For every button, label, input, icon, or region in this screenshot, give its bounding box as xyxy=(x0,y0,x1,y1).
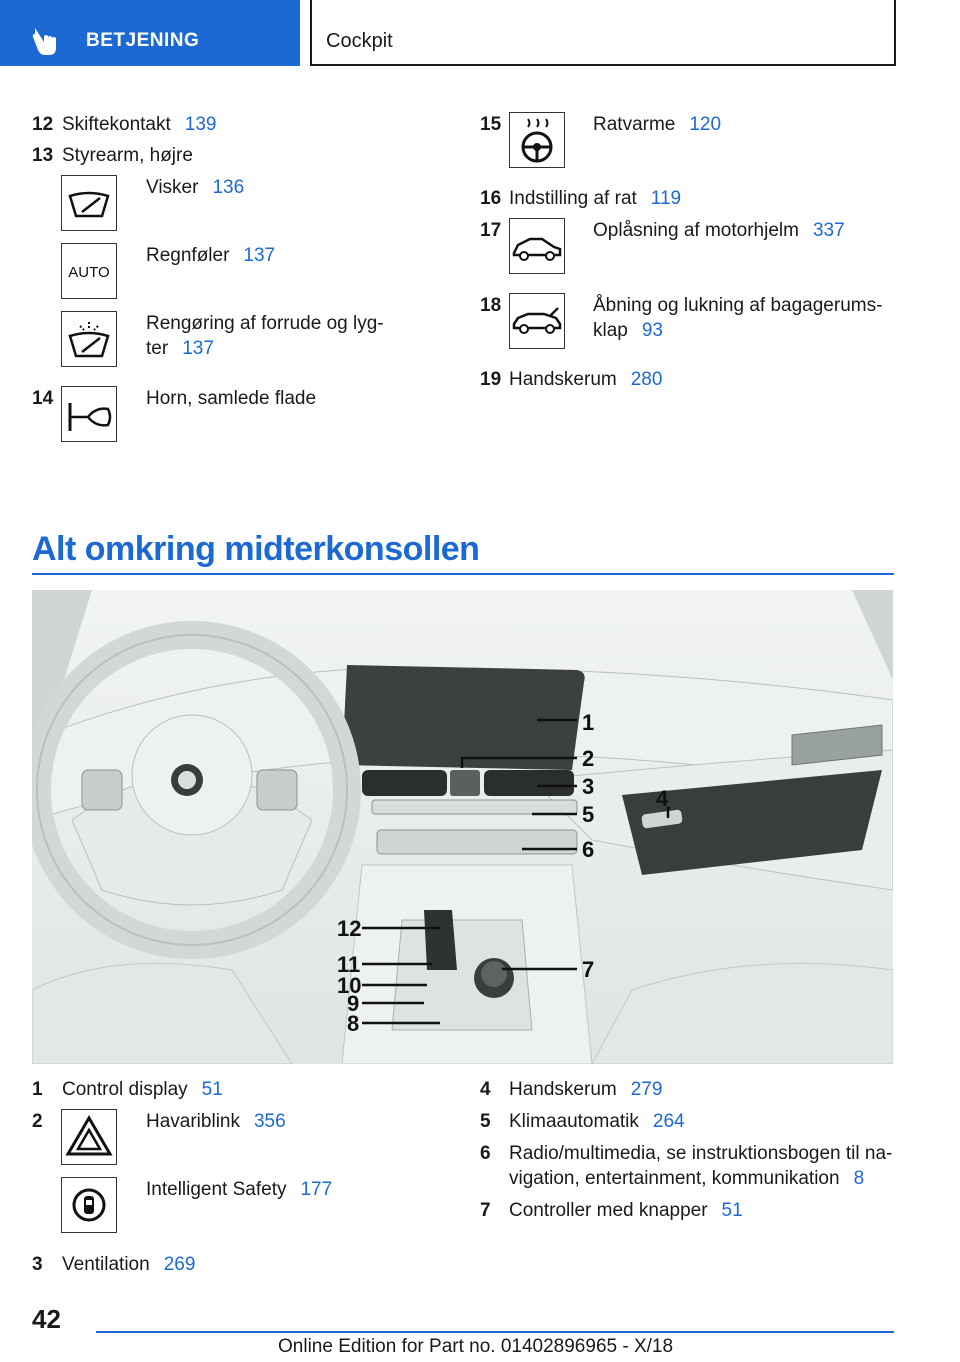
item-number: 19 xyxy=(480,369,502,390)
page-link[interactable]: 177 xyxy=(300,1179,333,1200)
list-item xyxy=(593,112,721,137)
section-divider xyxy=(32,573,894,575)
item-number: 12 xyxy=(32,114,54,135)
item-number: 18 xyxy=(480,295,502,316)
item-label: Ratvarme xyxy=(593,114,676,135)
item-label: Ventilation xyxy=(62,1254,150,1275)
callout-1: 1 xyxy=(582,710,595,735)
page-link[interactable]: 356 xyxy=(253,1111,286,1132)
item-number: 3 xyxy=(32,1254,43,1275)
callout-7: 7 xyxy=(582,957,595,982)
list-item xyxy=(146,175,244,200)
callout-10: 10 xyxy=(337,973,362,998)
page-link[interactable]: 120 xyxy=(689,114,722,135)
wiper-icon xyxy=(61,175,117,231)
callout-9: 9 xyxy=(347,991,360,1016)
steering-heat-icon xyxy=(509,112,565,168)
item-number: 14 xyxy=(32,388,54,409)
item-label: Horn, samlede flade xyxy=(146,388,317,409)
auto-icon xyxy=(61,243,117,299)
item-label: Intelligent Safety xyxy=(146,1179,287,1200)
callout-5: 5 xyxy=(582,802,595,827)
list-item xyxy=(509,367,662,392)
page-link[interactable]: 280 xyxy=(630,369,663,390)
item-number: 13 xyxy=(32,145,54,166)
page-link[interactable]: 264 xyxy=(652,1111,685,1132)
item-label: Visker xyxy=(146,177,199,198)
list-item xyxy=(62,1252,195,1277)
item-label: Skiftekontakt xyxy=(62,114,171,135)
page-link[interactable]: 51 xyxy=(201,1079,223,1100)
item-label-cont: vigation, entertainment, kommunikation xyxy=(509,1168,840,1189)
list-item xyxy=(509,1109,685,1134)
intelligent-safety-icon xyxy=(61,1177,117,1233)
washer-icon xyxy=(61,311,117,367)
chapter-label: Cockpit xyxy=(326,30,393,52)
callout-12: 12 xyxy=(337,916,362,941)
page-link[interactable]: 8 xyxy=(853,1168,865,1189)
horn-icon xyxy=(61,386,117,442)
item-label: Indstilling af rat xyxy=(509,188,637,209)
item-number: 15 xyxy=(480,114,502,135)
page-link[interactable]: 119 xyxy=(650,188,682,209)
list-item xyxy=(146,243,275,268)
trunk-icon xyxy=(509,293,565,349)
page-link[interactable]: 269 xyxy=(163,1254,196,1275)
list-item xyxy=(146,1177,332,1202)
item-label: Controller med knapper xyxy=(509,1200,708,1221)
item-label: Regnføler xyxy=(146,245,230,266)
item-label: Rengøring af forrude og lyg- xyxy=(146,313,384,334)
auto-icon-text: AUTO xyxy=(68,264,110,281)
section-tab[interactable] xyxy=(0,0,300,66)
list-item xyxy=(509,1198,743,1223)
item-number: 2 xyxy=(32,1111,43,1132)
page-link[interactable]: 337 xyxy=(812,220,845,241)
list-item xyxy=(146,311,384,361)
page-link[interactable]: 137 xyxy=(182,338,214,359)
hood-icon xyxy=(509,218,565,274)
list-item xyxy=(593,293,882,343)
item-number: 1 xyxy=(32,1079,43,1100)
item-number: 7 xyxy=(480,1200,491,1221)
item-label: Åbning og lukning af bagagerums- xyxy=(593,295,883,316)
hazard-icon xyxy=(61,1109,117,1165)
list-item xyxy=(593,218,845,243)
item-label: Oplåsning af motorhjelm xyxy=(593,220,799,241)
callout-3: 3 xyxy=(582,774,595,799)
list-item xyxy=(62,1077,223,1102)
list-item xyxy=(509,1077,662,1102)
item-label: Klimaautomatik xyxy=(509,1111,639,1132)
section-title: Alt omkring midterkonsollen xyxy=(32,530,480,568)
callout-2: 2 xyxy=(582,746,595,771)
footer-divider xyxy=(96,1331,894,1333)
item-label: Handskerum xyxy=(509,369,617,390)
item-label-cont: klap xyxy=(593,320,628,341)
pointing-hand-icon xyxy=(30,24,68,58)
item-number: 5 xyxy=(480,1111,491,1132)
item-label: Radio/multimedia, se instruktionsbogen til na- xyxy=(509,1143,893,1164)
item-number: 17 xyxy=(480,220,502,241)
page-link[interactable]: 51 xyxy=(721,1200,743,1221)
list-item xyxy=(62,143,193,168)
edition-footer: Online Edition for Part no. 01402896965 - X/18 xyxy=(278,1336,674,1357)
list-item xyxy=(146,1109,286,1134)
page-link[interactable]: 136 xyxy=(212,177,245,198)
item-label-cont: ter xyxy=(146,338,169,359)
page-link[interactable]: 139 xyxy=(184,114,217,135)
callout-6: 6 xyxy=(582,837,595,862)
list-item xyxy=(509,1141,892,1191)
page-number: 42 xyxy=(32,1304,61,1334)
item-label: Handskerum xyxy=(509,1079,617,1100)
item-label: Control display xyxy=(62,1079,188,1100)
page-link[interactable]: 137 xyxy=(243,245,276,266)
section-label: BETJENING xyxy=(86,30,200,51)
item-label: Styrearm, højre xyxy=(62,145,193,166)
callout-4: 4 xyxy=(656,786,669,811)
list-item xyxy=(146,386,316,411)
center-console-illustration xyxy=(32,590,893,1064)
chapter-header xyxy=(310,0,896,66)
item-label: Havariblink xyxy=(146,1111,240,1132)
callout-11: 11 xyxy=(337,952,361,977)
item-number: 4 xyxy=(480,1079,491,1100)
item-number: 16 xyxy=(480,188,502,209)
page-link[interactable]: 93 xyxy=(641,320,663,341)
list-item xyxy=(509,186,681,211)
list-item xyxy=(62,112,216,137)
page-link[interactable]: 279 xyxy=(630,1079,663,1100)
item-number: 6 xyxy=(480,1143,491,1164)
callout-8: 8 xyxy=(347,1011,360,1036)
